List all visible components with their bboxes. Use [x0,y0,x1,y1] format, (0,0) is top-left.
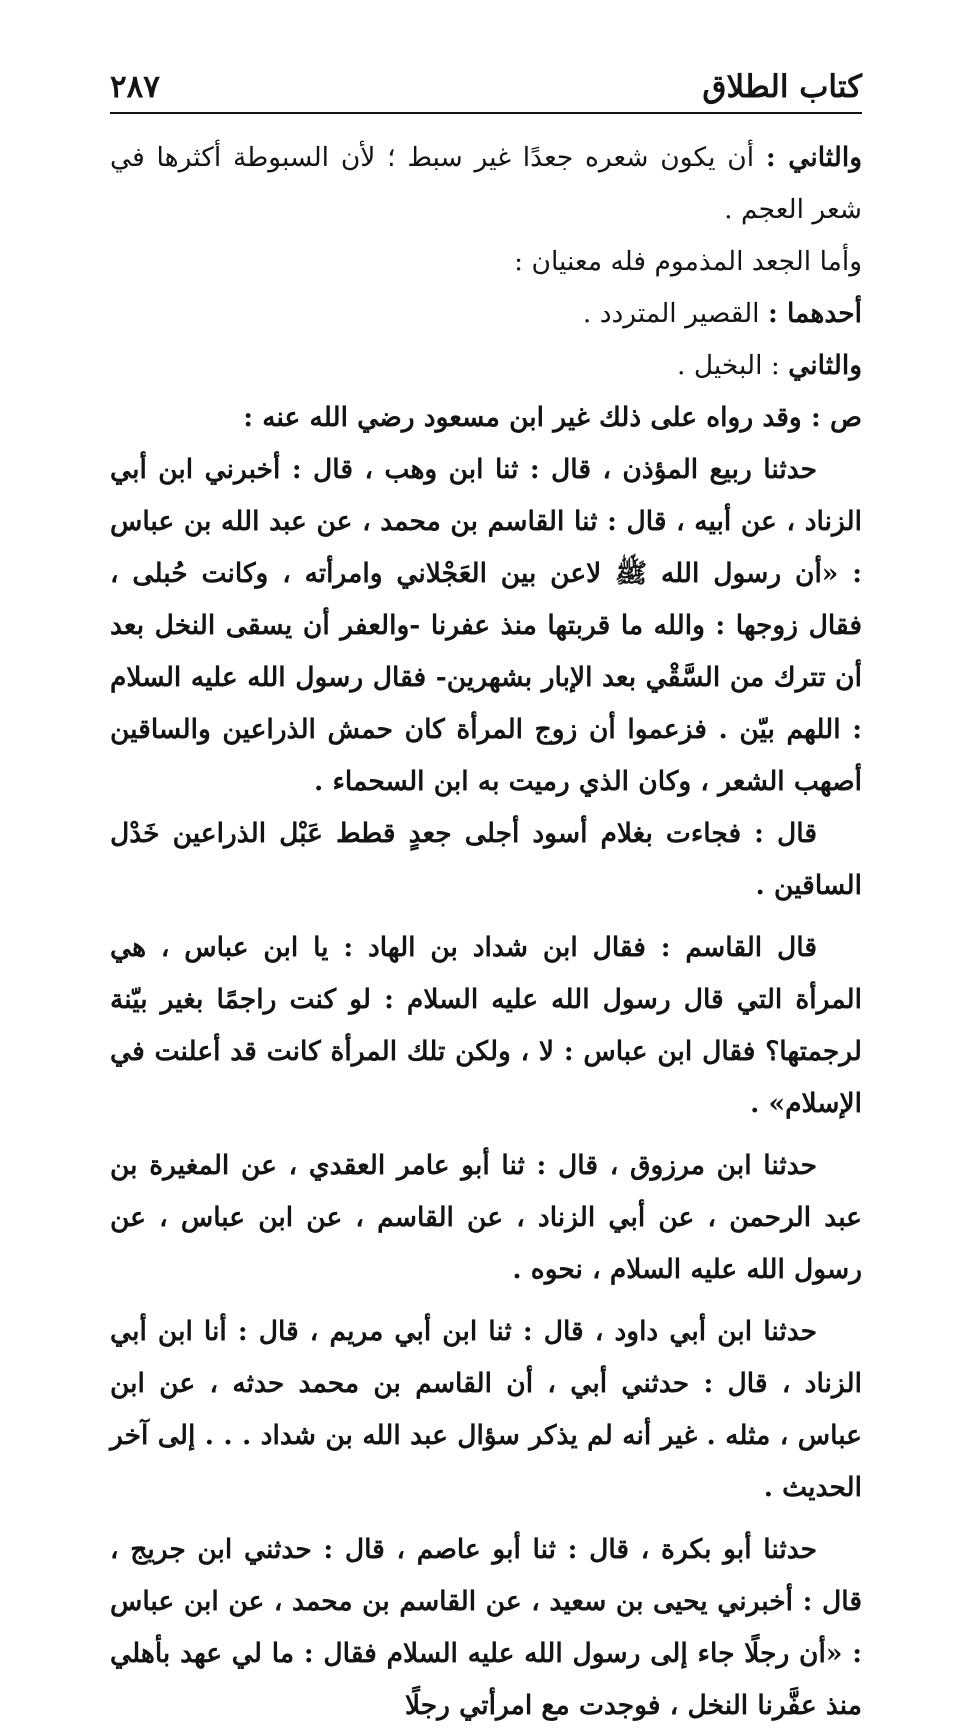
paragraph-label: ص : [810,402,862,433]
paragraph-label: أحدهما : [767,298,862,329]
paragraph-second-of-two [110,340,862,392]
paragraph-text: أن يكون شعره جعدًا غير سبط ؛ لأن السبوطة أكثرها في شعر العجم . [110,142,862,225]
paragraph-first-of-two [110,288,862,340]
paragraph-label: والثاني [788,350,862,381]
paragraph-text: القصير المتردد . [582,298,768,329]
paragraph-blamed-curl [110,236,862,288]
book-title: كتاب الطلاق [702,69,862,105]
paragraph-text: قال : فجاءت بغلام أسود أجلى جعدٍ قطط عَبْل الذراعين خَدْل الساقين . [110,818,862,901]
paragraph-hadith-abu-bakra [110,1524,862,1732]
paragraph-hadith-qasim [110,922,862,1130]
paragraph-text: وأما الجعد المذموم فله معنيان : [514,246,862,277]
running-header [110,62,862,114]
paragraph-sad-heading [110,392,862,444]
paragraph-text: حدثنا ربيع المؤذن ، قال : ثنا ابن وهب ، قال : أخبرني ابن أبي الزناد ، عن أبيه ، قال : ثنا القاسم بن محمد ، عن عبد الله بن عباس : «أن رسول الله ﷺ لاعن بين العَجْلاني وامرأته ، وكانت حُبلى ، فقال زوجها : والله ما قربتها منذ عفرنا -والعفر أن يسقى النخل بعد أن تترك من السَّقْي بعد الإبار بشهرين- فقال رسول الله عليه السلام : اللهم بيّن . فزعموا أن زوج المرأة كان حمش الذراعين والساقين أصهب الشعر ، وكان الذي رميت به ابن السحماء . [110,454,862,797]
paragraph-text: قال القاسم : فقال ابن شداد بن الهاد : يا ابن عباس ، هي المرأة التي قال رسول الله عليه السلام : لو كنت راجمًا بغير بيّنة لرجمتها؟ فقال ابن عباس : لا ، ولكن تلك المرأة كانت قد أعلنت في الإسلام» . [110,932,862,1119]
paragraph-hadith-rabi [110,444,862,808]
body-text [110,132,862,1732]
page-number: ٢٨٧ [110,69,160,105]
paragraph-text: حدثنا ابن أبي داود ، قال : ثنا ابن أبي مريم ، قال : أنا ابن أبي الزناد ، قال : حدثني أبي ، أن القاسم بن محمد حدثه ، عن ابن عباس ، مثله . غير أنه لم يذكر سؤال عبد الله بن شداد . . . إلى آخر الحديث . [110,1316,862,1503]
paragraph-hadith-marzuq [110,1140,862,1296]
paragraph-text: حدثنا ابن مرزوق ، قال : ثنا أبو عامر العقدي ، عن المغيرة بن عبد الرحمن ، عن أبي الزناد ، عن القاسم ، عن ابن عباس ، عن رسول الله عليه السلام ، نحوه . [110,1150,862,1285]
paragraph-hadith-ghulam [110,808,862,912]
paragraph-text: : البخيل . [676,350,789,381]
paragraph-label: والثاني : [765,142,862,173]
paragraph-text: وقد رواه على ذلك غير ابن مسعود رضي الله عنه : [243,402,811,433]
paragraph-text: حدثنا أبو بكرة ، قال : ثنا أبو عاصم ، قال : حدثني ابن جريج ، قال : أخبرني يحيى بن سعيد ، عن القاسم بن محمد ، عن ابن عباس : «أن رجلًا جاء إلى رسول الله عليه السلام فقال : ما لي عهد بأهلي منذ عفَّرنا النخل ، فوجدت مع امرأتي رجلًا [110,1534,862,1721]
paragraph-second-meaning [110,132,862,236]
paragraph-hadith-abi-dawud [110,1306,862,1514]
